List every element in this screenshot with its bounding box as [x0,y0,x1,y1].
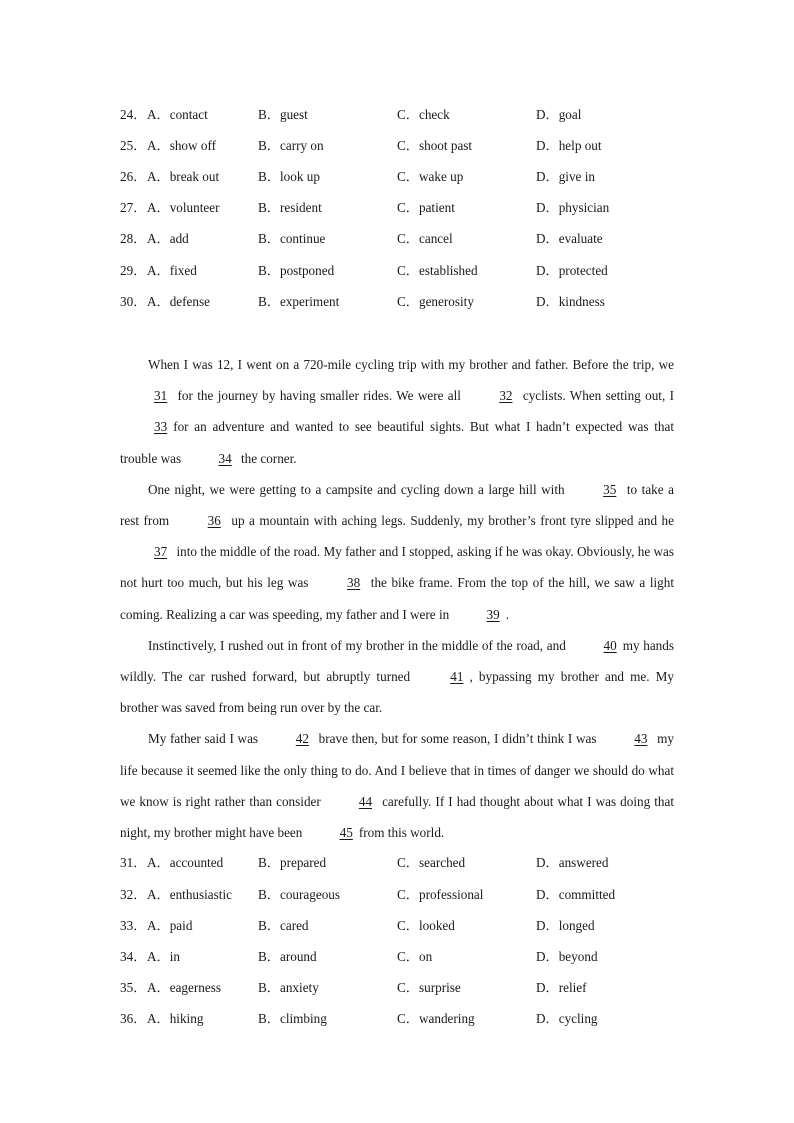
option-b[interactable]: B．courageous [258,887,341,902]
option-b[interactable]: B．continue [258,231,326,246]
option-d[interactable]: D．help out [536,138,602,153]
option-d[interactable]: D．beyond [536,949,598,964]
option-d[interactable]: D．cycling [536,1011,598,1026]
passage-text: brave then, but for some reason, I didn’t think I was [314,731,601,747]
question-row [120,946,680,964]
option-a[interactable]: A．show off [147,138,216,153]
option-d[interactable]: D．give in [536,169,595,184]
question-row [120,197,680,215]
option-c[interactable]: C．established [397,263,478,278]
question-number: 31． [120,855,147,870]
option-c[interactable]: C．generosity [397,294,474,309]
option-b[interactable]: B．prepared [258,855,327,870]
question-row [120,884,680,902]
option-a[interactable]: A．contact [147,107,208,122]
option-a[interactable]: A．volunteer [147,200,220,215]
option-c[interactable]: C．searched [397,855,466,870]
blank-34: 34 [218,450,232,466]
option-c[interactable]: C．surprise [397,980,461,995]
question-number: 30． [120,294,147,309]
option-b[interactable]: B．carry on [258,138,324,153]
blank-44: 44 [358,793,373,809]
option-d[interactable]: D．goal [536,107,582,122]
passage-paragraph [120,630,674,724]
blank-32: 32 [499,388,513,404]
blank-42: 42 [295,731,309,747]
passage-text: my hands wildly. The car rushed forward, but abruptly turned [120,637,674,685]
option-a[interactable]: A．in [147,949,180,964]
question-row [120,104,680,122]
question-number: 33． [120,918,147,933]
passage-text: My father said I was [148,731,262,747]
passage-text: carefully. If I had thought about what I was doing that night, my brother might have been [120,793,674,841]
option-b[interactable]: B．around [258,949,317,964]
option-d[interactable]: D．physician [536,200,610,215]
passage-text: . [505,606,509,622]
blank-41: 41 [450,669,464,685]
passage-text: for an adventure and wanted to see beautiful sights. But what I hadn’t expected was that trouble was [120,419,674,466]
question-number: 32． [120,887,147,902]
blank-31: 31 [154,388,168,404]
option-c[interactable]: C．patient [397,200,455,215]
blank-39: 39 [486,606,500,622]
passage-text: When I was 12, I went on a 720-mile cycling trip with my brother and father. Before the trip, we [148,357,674,372]
option-d[interactable]: D．relief [536,980,587,995]
blank-35: 35 [603,481,617,497]
passage-text: my life because it seemed like the only thing to do. And I believe that in times of danger we should do what we know is right rather than consider [120,731,675,809]
passage-text: up a mountain with aching legs. Suddenly, my brother’s front tyre slipped and he [226,513,674,529]
passage-paragraph [120,474,674,630]
question-row [120,228,680,246]
blank-37: 37 [154,544,168,560]
passage-text: to take a rest from [120,481,674,529]
question-row [120,1008,680,1026]
passage-paragraph [120,349,674,474]
option-c[interactable]: C．wandering [397,1011,475,1026]
option-a[interactable]: A．paid [147,918,193,933]
passage-text: cyclists. When setting out, I [518,388,674,404]
passage-text: the corner. [237,450,297,466]
question-number: 24． [120,107,147,122]
passage-text: One night, we were getting to a campsite and cycling down a large hill with [148,481,570,497]
option-b[interactable]: B．guest [258,107,308,122]
option-d[interactable]: D．committed [536,887,616,902]
question-number: 35． [120,980,147,995]
option-d[interactable]: D．kindness [536,294,605,309]
passage-text: into the middle of the road. My father and I stopped, asking if he was okay. Obviously, he was not hurt too much, but his leg was [120,544,674,591]
option-c[interactable]: C．looked [397,918,455,933]
passage-text: the bike frame. From the top of the hill, we saw a light coming. Realizing a car was speeding, my father and I were in [120,575,674,622]
option-b[interactable]: B．look up [258,169,320,184]
question-number: 27． [120,200,147,215]
question-number: 28． [120,231,147,246]
question-number: 34． [120,949,147,964]
option-c[interactable]: C．professional [397,887,484,902]
option-c[interactable]: C．check [397,107,450,122]
option-a[interactable]: A．enthusiastic [147,887,232,902]
blank-45: 45 [339,825,353,841]
question-row [120,135,680,153]
option-b[interactable]: B．experiment [258,294,340,309]
option-b[interactable]: B．resident [258,200,322,215]
passage-text: Instinctively, I rushed out in front of my brother in the middle of the road, and [148,637,570,653]
option-a[interactable]: A．hiking [147,1011,204,1026]
option-c[interactable]: C．on [397,949,433,964]
cloze-passage [120,349,674,848]
option-b[interactable]: B．anxiety [258,980,319,995]
option-b[interactable]: B．climbing [258,1011,327,1026]
passage-text: for the journey by having smaller rides. We were all [173,388,466,404]
option-a[interactable]: A．add [147,231,189,246]
option-a[interactable]: A．defense [147,294,210,309]
question-number: 25． [120,138,147,153]
option-c[interactable]: C．shoot past [397,138,473,153]
question-row [120,852,680,870]
option-d[interactable]: D．evaluate [536,231,603,246]
option-a[interactable]: A．fixed [147,263,197,278]
blank-38: 38 [347,575,361,591]
option-a[interactable]: A．break out [147,169,220,184]
option-c[interactable]: C．cancel [397,231,453,246]
blank-33: 33 [154,419,168,435]
question-row [120,915,680,933]
passage-text: , bypassing my brother and me. My brother was saved from being run over by the car. [120,669,675,716]
blank-43: 43 [634,731,648,747]
blank-36: 36 [207,513,221,529]
question-row [120,291,680,309]
passage-text: from this world. [358,825,445,841]
option-d[interactable]: D．longed [536,918,595,933]
question-row [120,977,680,995]
option-a[interactable]: A．eagerness [147,980,221,995]
option-b[interactable]: B．cared [258,918,309,933]
question-row [120,260,680,278]
blank-40: 40 [603,637,617,653]
question-number: 36． [120,1011,147,1026]
option-d[interactable]: D．answered [536,855,609,870]
option-a[interactable]: A．accounted [147,855,224,870]
passage-paragraph [120,723,674,848]
question-number: 26． [120,169,147,184]
option-c[interactable]: C．wake up [397,169,464,184]
option-d[interactable]: D．protected [536,263,608,278]
question-row [120,166,680,184]
option-b[interactable]: B．postponed [258,263,335,278]
question-number: 29． [120,263,147,278]
